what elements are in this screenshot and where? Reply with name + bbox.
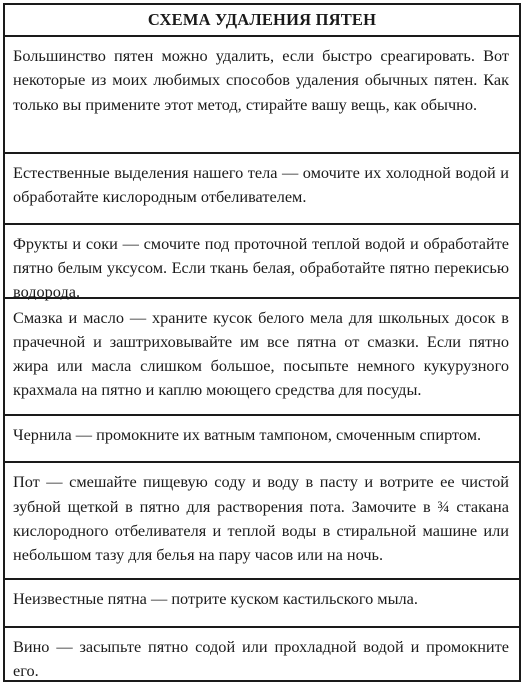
table-row-body-secretions: Естественные выделения нашего тела — омочите их холодной водой и обработайте кислородным отбеливателем. xyxy=(5,154,519,225)
table-row-intro: Большинство пятен можно удалить, если быстро среагировать. Вот некоторые из моих любимых способов удаления обычных пятен. Как только вы примените этот метод, стирайте вашу вещь, как обычно. xyxy=(5,37,519,154)
table-row-fruits-juices: Фрукты и соки — смочите под проточной теплой водой и обработайте пятно белым уксусом. Если ткань белая, обработайте пятно перекисью водорода. xyxy=(5,225,519,299)
table-row-ink: Чернила — промокните их ватным тампоном, смоченным спиртом. xyxy=(5,416,519,464)
table-row-sweat: Пот — смешайте пищевую соду и воду в пасту и вотрите ее чистой зубной щеткой в пятно для растворения пота. Замочите в ¾ стакана кислородного отбеливателя и теплой воды в стиральной машине или небольшом тазу для белья на пару часов или на ночь. xyxy=(5,463,519,580)
table-row-unknown-stains: Неизвестные пятна — потрите куском кастильского мыла. xyxy=(5,580,519,628)
table-row-grease-oil: Смазка и масло — храните кусок белого мела для школьных досок в прачечной и заштриховывайте им все пятна от смазки. Если пятно жира или масла слишком большое, посыпьте немного кукурузного крахмала на пятно и каплю моющего средства для посуды. xyxy=(5,299,519,416)
stain-removal-table xyxy=(3,3,521,682)
table-title: СХЕМА УДАЛЕНИЯ ПЯТЕН xyxy=(5,5,519,37)
table-row-wine: Вино — засыпьте пятно содой или прохладной водой и промокните его. xyxy=(13,637,509,681)
